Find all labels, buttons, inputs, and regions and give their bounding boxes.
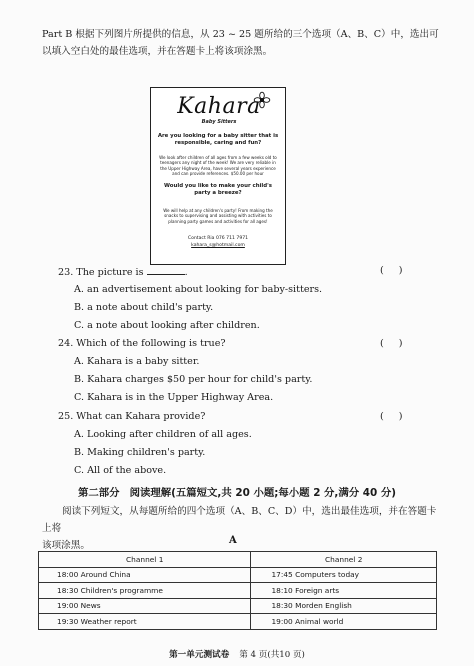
table-row [39, 567, 437, 583]
option-24-b: B. Kahara charges $50 per hour for child's party. [74, 374, 313, 385]
page-footer [0, 648, 474, 660]
table-cell: 18:30 Morden English [251, 598, 437, 614]
question-23-stem: 23. The picture is [58, 267, 147, 278]
logo-subtitle: Baby Sitters [201, 119, 237, 125]
intro-line-2: 以填入空白处的最佳选项，并在答题卡上将该项涂黑。 [42, 46, 273, 57]
answer-parentheses-23: ( ) [380, 265, 403, 276]
question-23 [58, 265, 188, 278]
question-25-stem: 25. What can Kahara provide? [58, 411, 206, 422]
table-cell: 19:00 Animal world [251, 614, 437, 630]
part-b-instructions [42, 26, 442, 60]
poster-contact [157, 236, 279, 249]
option-23-c: C. a note about looking after children. [74, 320, 260, 331]
poster-heading-1: Are you looking for a baby sitter that is responsible, caring and fun? [157, 133, 279, 146]
footer-title: 第一单元测试卷 [169, 650, 230, 660]
question-24-stem: 24. Which of the following is true? [58, 338, 226, 349]
table-cell: 18:00 Around China [39, 567, 251, 583]
section-instructions [42, 503, 442, 554]
table-cell: 18:30 Children's programme [39, 583, 251, 599]
contact-phone: Contact Ria 076 711 7971 [187, 236, 249, 241]
table-cell: 19:30 Weather report [39, 614, 251, 630]
option-24-a: A. Kahara is a baby sitter. [74, 356, 200, 367]
flower-icon [253, 91, 271, 109]
answer-parentheses-25: ( ) [380, 411, 403, 422]
question-23-end: . [184, 267, 188, 278]
table-row [39, 614, 437, 630]
poster-body-1: We look after children of all ages from a few weeks old to teenagers any night of the week! We are very reliable in the Upper Highway Area, have several years experience and can provide references. $50.00 per hour [159, 155, 277, 176]
answer-blank [147, 265, 185, 275]
option-25-a: A. Looking after children of all ages. [74, 429, 252, 440]
section-part: 第二部分 [78, 487, 120, 499]
section-heading [78, 484, 396, 499]
table-row [39, 598, 437, 614]
option-23-b: B. a note about child's party. [74, 302, 214, 313]
answer-parentheses-24: ( ) [380, 338, 403, 349]
column-header: Channel 2 [251, 552, 437, 568]
section-title: 阅读理解(五篇短文,共 20 小题;每小题 2 分,满分 40 分) [129, 487, 396, 499]
passage-title: A [229, 535, 237, 546]
option-23-a: A. an advertisement about looking for baby-sitters. [74, 284, 323, 295]
option-25-c: C. All of the above. [74, 465, 167, 476]
section-instr-line-1: 阅读下列短文，从每题所给的四个选项（A、B、C、D）中，选出最佳选项，并在答题卡上将 [42, 506, 437, 534]
column-header: Channel 1 [39, 552, 251, 568]
intro-line-1: Part B 根据下列图片所提供的信息，从 23 ~ 25 题所给的三个选项（A、B、C）中，选出可 [42, 29, 439, 40]
logo-text: Kahara [177, 94, 261, 119]
poster-body-2: We will help at any children's party! From making the snacks to supervising and assisting with activities to planning party games and activities for all ages! [163, 208, 273, 224]
contact-email: kahara_s@hotmail.com [191, 242, 245, 248]
kahara-poster [150, 87, 286, 265]
table-header-row [39, 552, 437, 568]
kahara-logo [171, 94, 267, 128]
option-25-b: B. Making children's party. [74, 447, 206, 458]
tv-schedule-table [38, 551, 437, 630]
option-24-c: C. Kahara is in the Upper Highway Area. [74, 392, 274, 403]
footer-page: 第 4 页(共10 页) [239, 650, 305, 660]
poster-heading-2: Would you like to make your child's party a breeze? [164, 183, 272, 196]
section-instr-line-2: 该项涂黑。 [42, 540, 90, 551]
table-cell: 18:10 Foreign arts [251, 583, 437, 599]
table-cell: 17:45 Computers today [251, 567, 437, 583]
table-cell: 19:00 News [39, 598, 251, 614]
table-row [39, 583, 437, 599]
